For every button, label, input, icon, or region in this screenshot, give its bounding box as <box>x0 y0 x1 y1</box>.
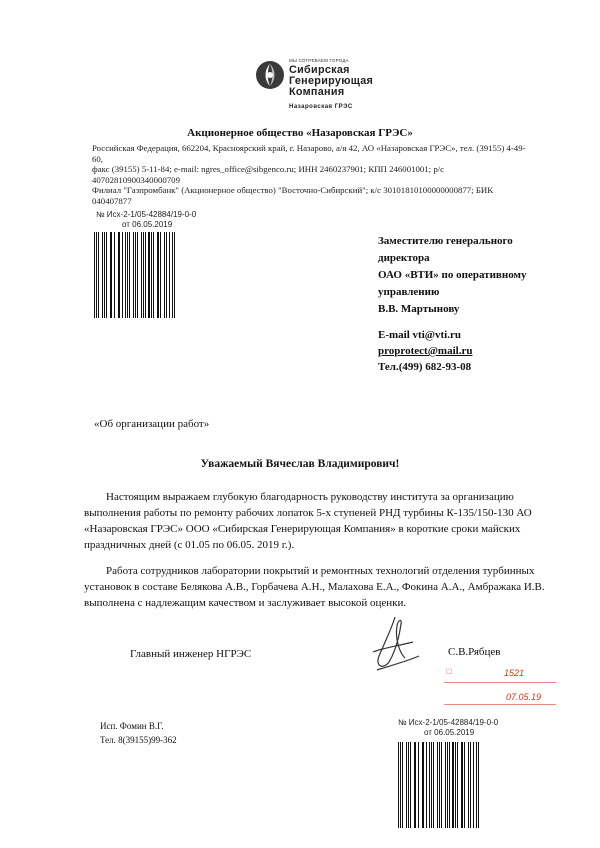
barcode-bar <box>102 232 103 318</box>
logo-name-line1: Сибирская <box>289 64 350 76</box>
barcode-bar <box>125 232 126 318</box>
barcode-bar <box>114 232 115 318</box>
registration-date: от 06.05.2019 <box>122 219 173 229</box>
addressee-line: управлению <box>378 286 440 298</box>
barcode-bar <box>452 742 453 828</box>
phone-line: Тел.(499) 682-93-08 <box>378 361 472 373</box>
logo-tagline: МЫ СОГРЕВАЕМ ГОРОДА <box>289 58 349 63</box>
registration-number-top <box>96 210 196 229</box>
stamp-divider <box>444 682 556 683</box>
barcode-bar <box>422 742 423 828</box>
barcode-bar <box>137 232 138 318</box>
addressee-line: директора <box>378 252 430 264</box>
barcode-bar <box>141 232 142 318</box>
registration-number-bottom <box>398 718 498 737</box>
letter-greeting: Уважаемый Вячеслав Владимирович! <box>200 458 400 470</box>
barcode-bar <box>406 742 407 828</box>
addressee-block <box>378 233 588 318</box>
addressee-line: Заместителю генерального <box>378 235 513 247</box>
signer-position: Главный инженер НГРЭС <box>130 648 252 660</box>
barcode-bar <box>129 232 130 318</box>
handwritten-signature <box>365 612 425 682</box>
barcode-bar <box>468 742 469 828</box>
barcode-bar <box>106 232 107 318</box>
logo-name-line3: Компания <box>289 86 345 98</box>
registration-number: № Исх-2-1/05-42884/19-0-0 <box>96 210 197 219</box>
email-line <box>378 343 588 359</box>
barcode-bar <box>118 232 119 318</box>
letter-subject: «Об организации работ» <box>94 418 210 430</box>
barcode-bar <box>433 742 434 828</box>
barcode-bar <box>148 232 149 318</box>
logo-name-line2: Генерирующая <box>289 75 374 87</box>
addressee-line: ОАО «ВТИ» по оперативному <box>378 269 527 281</box>
barcode-bottom <box>398 742 480 828</box>
stamp-number: 1521 <box>504 668 525 678</box>
barcode-bar <box>164 232 165 318</box>
email-link[interactable]: proprotect@mail.ru <box>378 345 473 357</box>
email-line <box>378 327 588 343</box>
logo-subtitle: Назаровская ГРЭС <box>289 104 353 110</box>
barcode-bar <box>410 742 411 828</box>
company-address <box>92 143 532 206</box>
barcode-bar <box>429 742 430 828</box>
company-name: Акционерное общество «Назаровская ГРЭС» <box>187 127 413 139</box>
barcode-bar <box>441 742 442 828</box>
barcode-bar <box>476 742 477 828</box>
barcode-bar <box>418 742 419 828</box>
sgk-logo-icon <box>255 60 285 90</box>
stamp-mark-icon: ☐ <box>446 669 453 676</box>
barcode-bar <box>94 232 95 318</box>
contacts-block <box>378 327 588 375</box>
email-label: E-mail <box>378 329 413 341</box>
body-paragraph: Настоящим выражаем глубокую благодарность руководству института за организацию выполнения работы по ремонту рабочих лопаток 5-х ступеней РНД турбины К-135/150-130 АО «Назаровская ГРЭС» ООО «Сибирская Генерирующая Компания» в короткие сроки майских праздничных дней (с 01.05 по 06.05. 2019 г.). <box>84 491 532 551</box>
addressee-line: В.В. Мартынову <box>378 303 460 315</box>
stamp-divider <box>444 704 556 705</box>
barcode-bar <box>172 232 173 318</box>
executor-phone: Тел. 8(39155)99-362 <box>100 735 177 745</box>
barcode-bar <box>464 742 465 828</box>
stamp-date: 07.05.19 <box>506 692 542 702</box>
barcode-top <box>94 232 176 318</box>
email-link[interactable]: vti@vti.ru <box>412 329 461 341</box>
signer-name: С.В.Рябцев <box>448 646 501 658</box>
barcode-bar <box>445 742 446 828</box>
barcode-bar <box>398 742 399 828</box>
company-logo <box>255 58 425 120</box>
body-paragraph: Работа сотрудников лаборатории покрытий и ремонтных технологий отделения турбинных установок в составе Белякова А.В., Горбачева А.Н., Малахова Е.А., Фокина А.А., Амбражака И.В. выполнена с надлежащим качеством и заслуживает высокой оценки. <box>84 565 545 609</box>
barcode-bar <box>153 232 154 318</box>
logo-name <box>289 65 429 98</box>
barcode-bar <box>457 742 458 828</box>
registration-date: от 06.05.2019 <box>424 727 475 737</box>
address-line: факс (39155) 5-11-84; e-mail: ngres_office@sibgenco.ru; ИНН 2460237901; КПП 246001001; р/с 40702810900340000709 <box>92 164 445 185</box>
registration-number: № Исх-2-1/05-42884/19-0-0 <box>398 718 499 727</box>
address-line: Филиал "Газпромбанк" (Акционерное общество) "Восточно-Сибирский"; к/с 30101810100000000877; БИК 040407877 <box>92 185 494 206</box>
incoming-stamp <box>444 666 556 714</box>
address-line: Российская Федерация, 662204, Красноярский край, г. Назарово, а/я 42, АО «Назаровская ГРЭС», тел. (39155) 4-49-60, <box>92 143 526 164</box>
executor-name: Исп. Фомин В.Г. <box>100 721 164 731</box>
barcode-bar <box>160 232 161 318</box>
executor-block <box>100 719 177 747</box>
